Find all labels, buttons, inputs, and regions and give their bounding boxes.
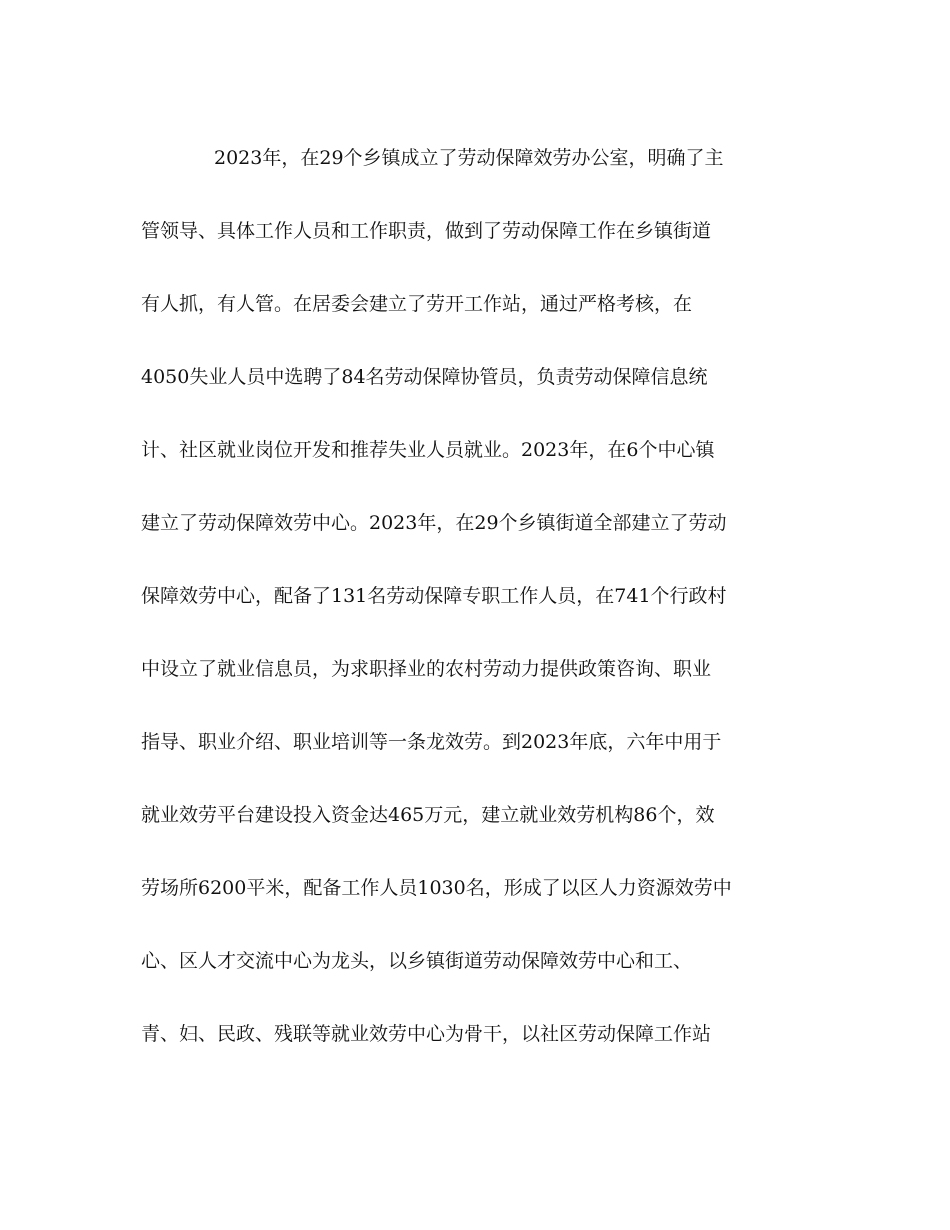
paragraph-line: 指导、职业介绍、职业培训等一条龙效劳。到2023年底，六年中用于: [141, 731, 722, 753]
paragraph-line: 青、妇、民政、残联等就业效劳中心为骨干，以社区劳动保障工作站: [141, 1023, 712, 1045]
paragraph-line: 2023年，在29个乡镇成立了劳动保障效劳办公室，明确了主: [214, 147, 724, 169]
paragraph-line: 劳场所6200平米，配备工作人员1030名，形成了以区人力资源效劳中: [141, 877, 732, 899]
paragraph-line: 有人抓，有人管。在居委会建立了劳开工作站，通过严格考核，在: [141, 293, 693, 315]
paragraph-line: 管领导、具体工作人员和工作职责，做到了劳动保障工作在乡镇街道: [141, 220, 712, 242]
paragraph-line: 建立了劳动保障效劳中心。2023年，在29个乡镇街道全部建立了劳动: [141, 512, 727, 534]
paragraph-line: 中设立了就业信息员，为求职择业的农村劳动力提供政策咨询、职业: [141, 658, 712, 680]
paragraph-line: 就业效劳平台建设投入资金达465万元，建立就业效劳机构86个，效: [141, 804, 715, 826]
paragraph-line: 4050失业人员中选聘了84名劳动保障协管员，负责劳动保障信息统: [141, 366, 708, 388]
paragraph-line: 心、区人才交流中心为龙头，以乡镇街道劳动保障效劳中心和工、: [141, 950, 693, 972]
paragraph-line: 保障效劳中心，配备了131名劳动保障专职工作人员，在741个行政村: [141, 585, 727, 607]
body-paragraph: [141, 139, 821, 1088]
paragraph-line: 计、社区就业岗位开发和推荐失业人员就业。2023年，在6个中心镇: [141, 439, 715, 461]
